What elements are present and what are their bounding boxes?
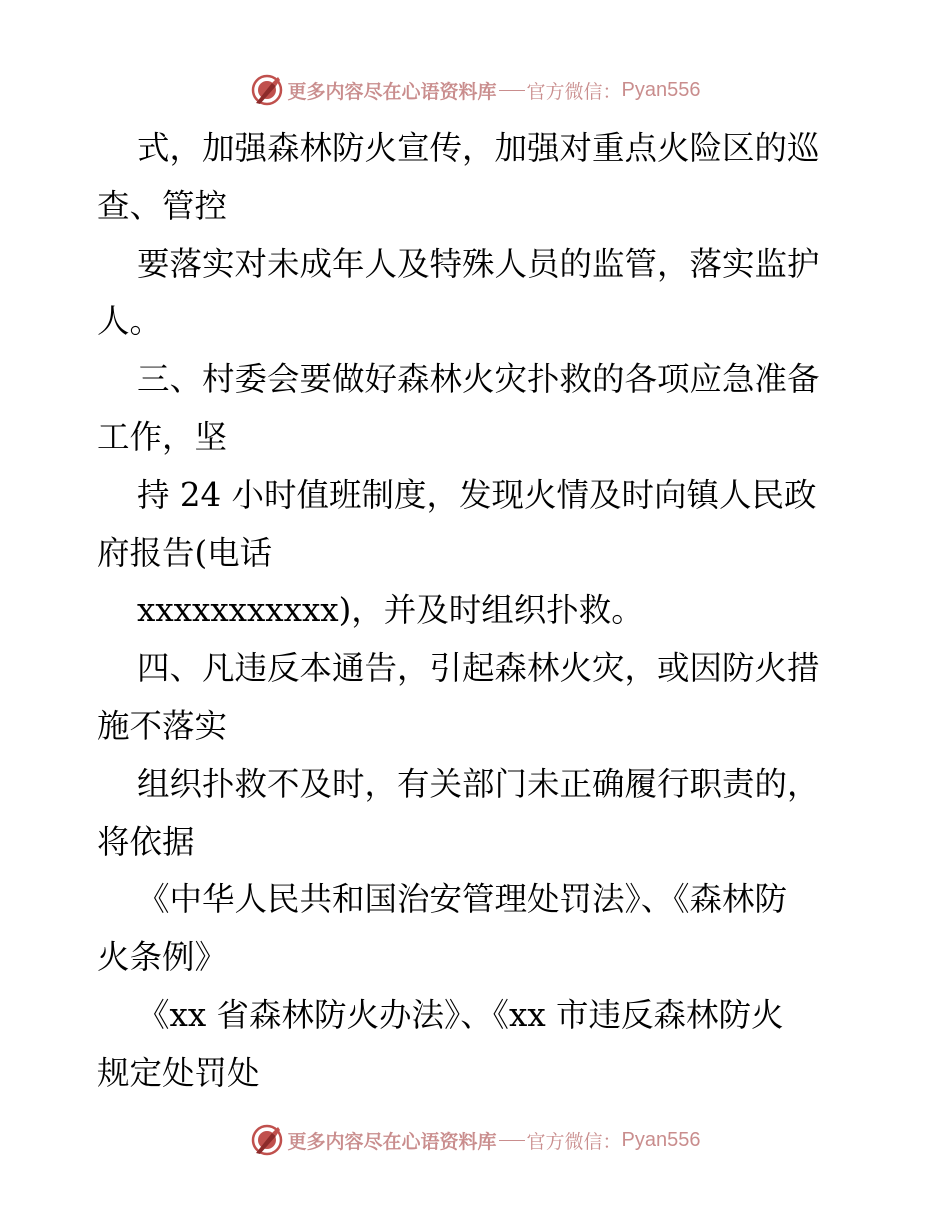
divider — [499, 90, 525, 91]
pen-logo-icon — [250, 1123, 284, 1157]
text-line: 持 24 小时值班制度，发现火情及时向镇人民政 — [137, 475, 817, 514]
text-line: 要落实对未成年人及特殊人员的监管，落实监护 — [137, 244, 820, 283]
text-line: 工作，坚 — [97, 417, 228, 456]
text-line: 式，加强森林防火宣传，加强对重点火险区的巡 — [137, 129, 820, 167]
site-name: 更多内容尽在心语资料库 — [287, 1130, 497, 1153]
wechat-label: 官方微信： — [526, 80, 622, 103]
text-line: 查、管控 — [97, 186, 228, 225]
text-line: 规定处罚处 — [97, 1053, 260, 1092]
text-line: 将依据 — [97, 822, 195, 861]
text-line: 人。 — [97, 302, 163, 341]
text-line: 组织扑救不及时，有关部门未正确履行职责的， — [137, 764, 820, 803]
text-line: 火条例》 — [97, 938, 228, 977]
wechat-id: Pyan556 — [621, 78, 701, 101]
text-line: 四、凡违反本通告，引起森林火灾，或因防火措 — [137, 649, 820, 688]
text-line: 府报告(电话 — [97, 533, 273, 572]
site-name: 更多内容尽在心语资料库 — [287, 80, 497, 103]
text-line: 《xx 省森林防火办法》、《xx 市违反森林防火 — [137, 995, 784, 1034]
document-body — [97, 120, 857, 1103]
footer-banner — [0, 1122, 950, 1158]
text-line: 《中华人民共和国治安管理处罚法》、《森林防 — [137, 880, 788, 919]
wechat-label: 官方微信： — [526, 1130, 622, 1153]
text-line: 施不落实 — [97, 706, 228, 745]
header-banner — [0, 72, 950, 108]
text-line: 三、村委会要做好森林火灾扑救的各项应急准备 — [137, 360, 820, 399]
divider — [499, 1140, 525, 1141]
pen-logo-icon — [250, 73, 284, 107]
wechat-id: Pyan556 — [621, 1128, 701, 1151]
text-line: xxxxxxxxxxx)，并及时组织扑救。 — [137, 591, 644, 630]
